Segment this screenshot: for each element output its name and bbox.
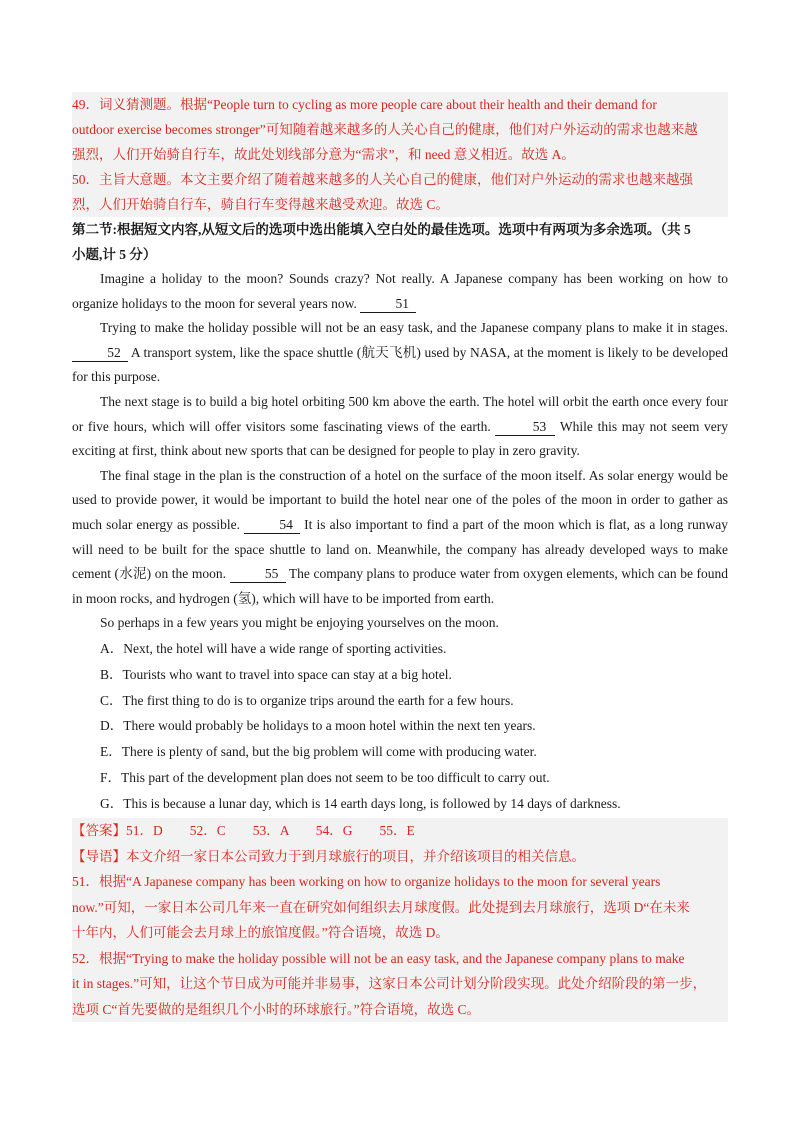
blank-55: 55: [230, 566, 286, 583]
passage-text: The next stage is to build a big hotel orbiting 500 km above the earth. The hotel will orbit the earth once every four or five hours, which will offer visitors some fascinating views of the earth.: [72, 393, 728, 434]
passage-paragraph: [72, 267, 728, 316]
q51-line: 十年内，人们可能会去月球上的旅馆度假。”符合语境，故选 D。: [72, 925, 449, 941]
passage-text: Trying to make the holiday possible will not be an easy task, and the Japanese company plans to make it in stages.: [100, 320, 728, 336]
passage-paragraph: [72, 390, 728, 464]
passage-text: It is also important to find a part of the moon which is flat, as a long runway will need to be built for the space shuttle to land on. Meanwhile, the company has already developed ways to make cement (水泥) on the moon.: [72, 516, 729, 582]
q50-line: 50．主旨大意题。本文主要介绍了随着越来越多的人关心自己的健康，他们对户外运动的需求也越来越强: [72, 172, 693, 187]
section-heading: [72, 217, 728, 267]
option-e: E．There is plenty of sand, but the big problem will come with producing water.: [100, 744, 537, 760]
q52-line: 52．根据“Trying to make the holiday possible will not be an easy task, and the Japanese company plans to make: [72, 950, 685, 966]
q50-line: 烈，人们开始骑自行车，骑自行车变得越来越受欢迎。故选 C。: [72, 197, 449, 212]
q51-line: now.”可知，一家日本公司几年来一直在研究如何组织去月球度假。此处提到去月球旅行，选项 D“在未来: [72, 899, 690, 915]
passage-paragraph: So perhaps in a few years you might be enjoying yourselves on the moon.: [100, 615, 499, 631]
blank-52: 52: [72, 345, 128, 362]
guide-text: 【导语】本文介绍一家日本公司致力于到月球旅行的项目，并介绍该项目的相关信息。: [72, 848, 585, 864]
section-heading-line: 第二节:根据短文内容,从短文后的选项中选出能填入空白处的最佳选项。选项中有两项为多余选项。（共 5: [72, 222, 691, 237]
passage-paragraph: [72, 316, 728, 390]
passage-text: The final stage in the plan is the construction of a hotel on the surface of the moon itself. As solar energy would be used to provide power, it would be important to build the hotel near one of the poles of the moon in order to gather as much solar energy as possible.: [72, 467, 728, 532]
q49-line: 强烈，人们开始骑自行车，故此处划线部分意为“需求”，和 need 意义相近。故选 A。: [72, 147, 575, 162]
option-g: G．This is because a lunar day, which is 14 earth days long, is followed by 14 days of darkness.: [100, 795, 621, 811]
option-f: F．This part of the development plan does not seem to be too difficult to carry out.: [100, 769, 550, 785]
answer-key: 【答案】51．D 52．C 53．A 54．G 55．E: [72, 823, 415, 839]
blank-54: 54: [244, 517, 300, 534]
options-list: [72, 636, 728, 817]
option-a: A．Next, the hotel will have a wide range of sporting activities.: [100, 640, 447, 656]
document-page: [72, 92, 728, 1022]
q49-q50-explanation: [72, 92, 728, 217]
answer-explanation: [72, 818, 728, 1022]
q49-line: 49．词义猜测题。根据“People turn to cycling as more people care about their health and their demand for: [72, 97, 657, 112]
passage-text: A transport system, like the space shuttle (航天飞机) used by NASA, at the moment is likely to be developed for this purpose.: [72, 344, 728, 385]
option-c: C．The first thing to do is to organize trips around the earth for a few hours.: [100, 692, 514, 708]
section-heading-line: 小题,计 5 分）: [72, 247, 157, 262]
passage-text: Imagine a holiday to the moon? Sounds crazy? Not really. A Japanese company has been working on how to organize holidays to the moon for several years now.: [72, 271, 728, 311]
blank-51: 51: [360, 296, 416, 313]
passage-text: While this may not seem very exciting at first, think about new sports that can be designed for people to play in zero gravity.: [72, 418, 729, 459]
q52-line: 选项 C“首先要做的是组织几个小时的环球旅行。”符合语境，故选 C。: [72, 1001, 480, 1017]
q49-line: outdoor exercise becomes stronger”可知随着越来越多的人关心自己的健康，他们对户外运动的需求也越来越: [72, 122, 698, 137]
blank-53: 53: [495, 419, 555, 436]
option-b: B．Tourists who want to travel into space can stay at a big hotel.: [100, 666, 452, 682]
option-d: D．There would probably be holidays to a moon hotel within the next ten years.: [100, 718, 536, 734]
passage-paragraph: [72, 464, 728, 612]
passage-text: The company plans to produce water from oxygen elements, which can be found in moon rocks, and hydrogen (氢), which will have to be imported from earth.: [72, 566, 729, 606]
reading-passage: [72, 267, 728, 636]
q51-line: 51．根据“A Japanese company has been working on how to organize holidays to the moon for several years: [72, 874, 661, 890]
q52-line: it in stages.”可知，让这个节日成为可能并非易事，这家日本公司计划分阶段实现。此处介绍阶段的第一步，: [72, 976, 707, 992]
